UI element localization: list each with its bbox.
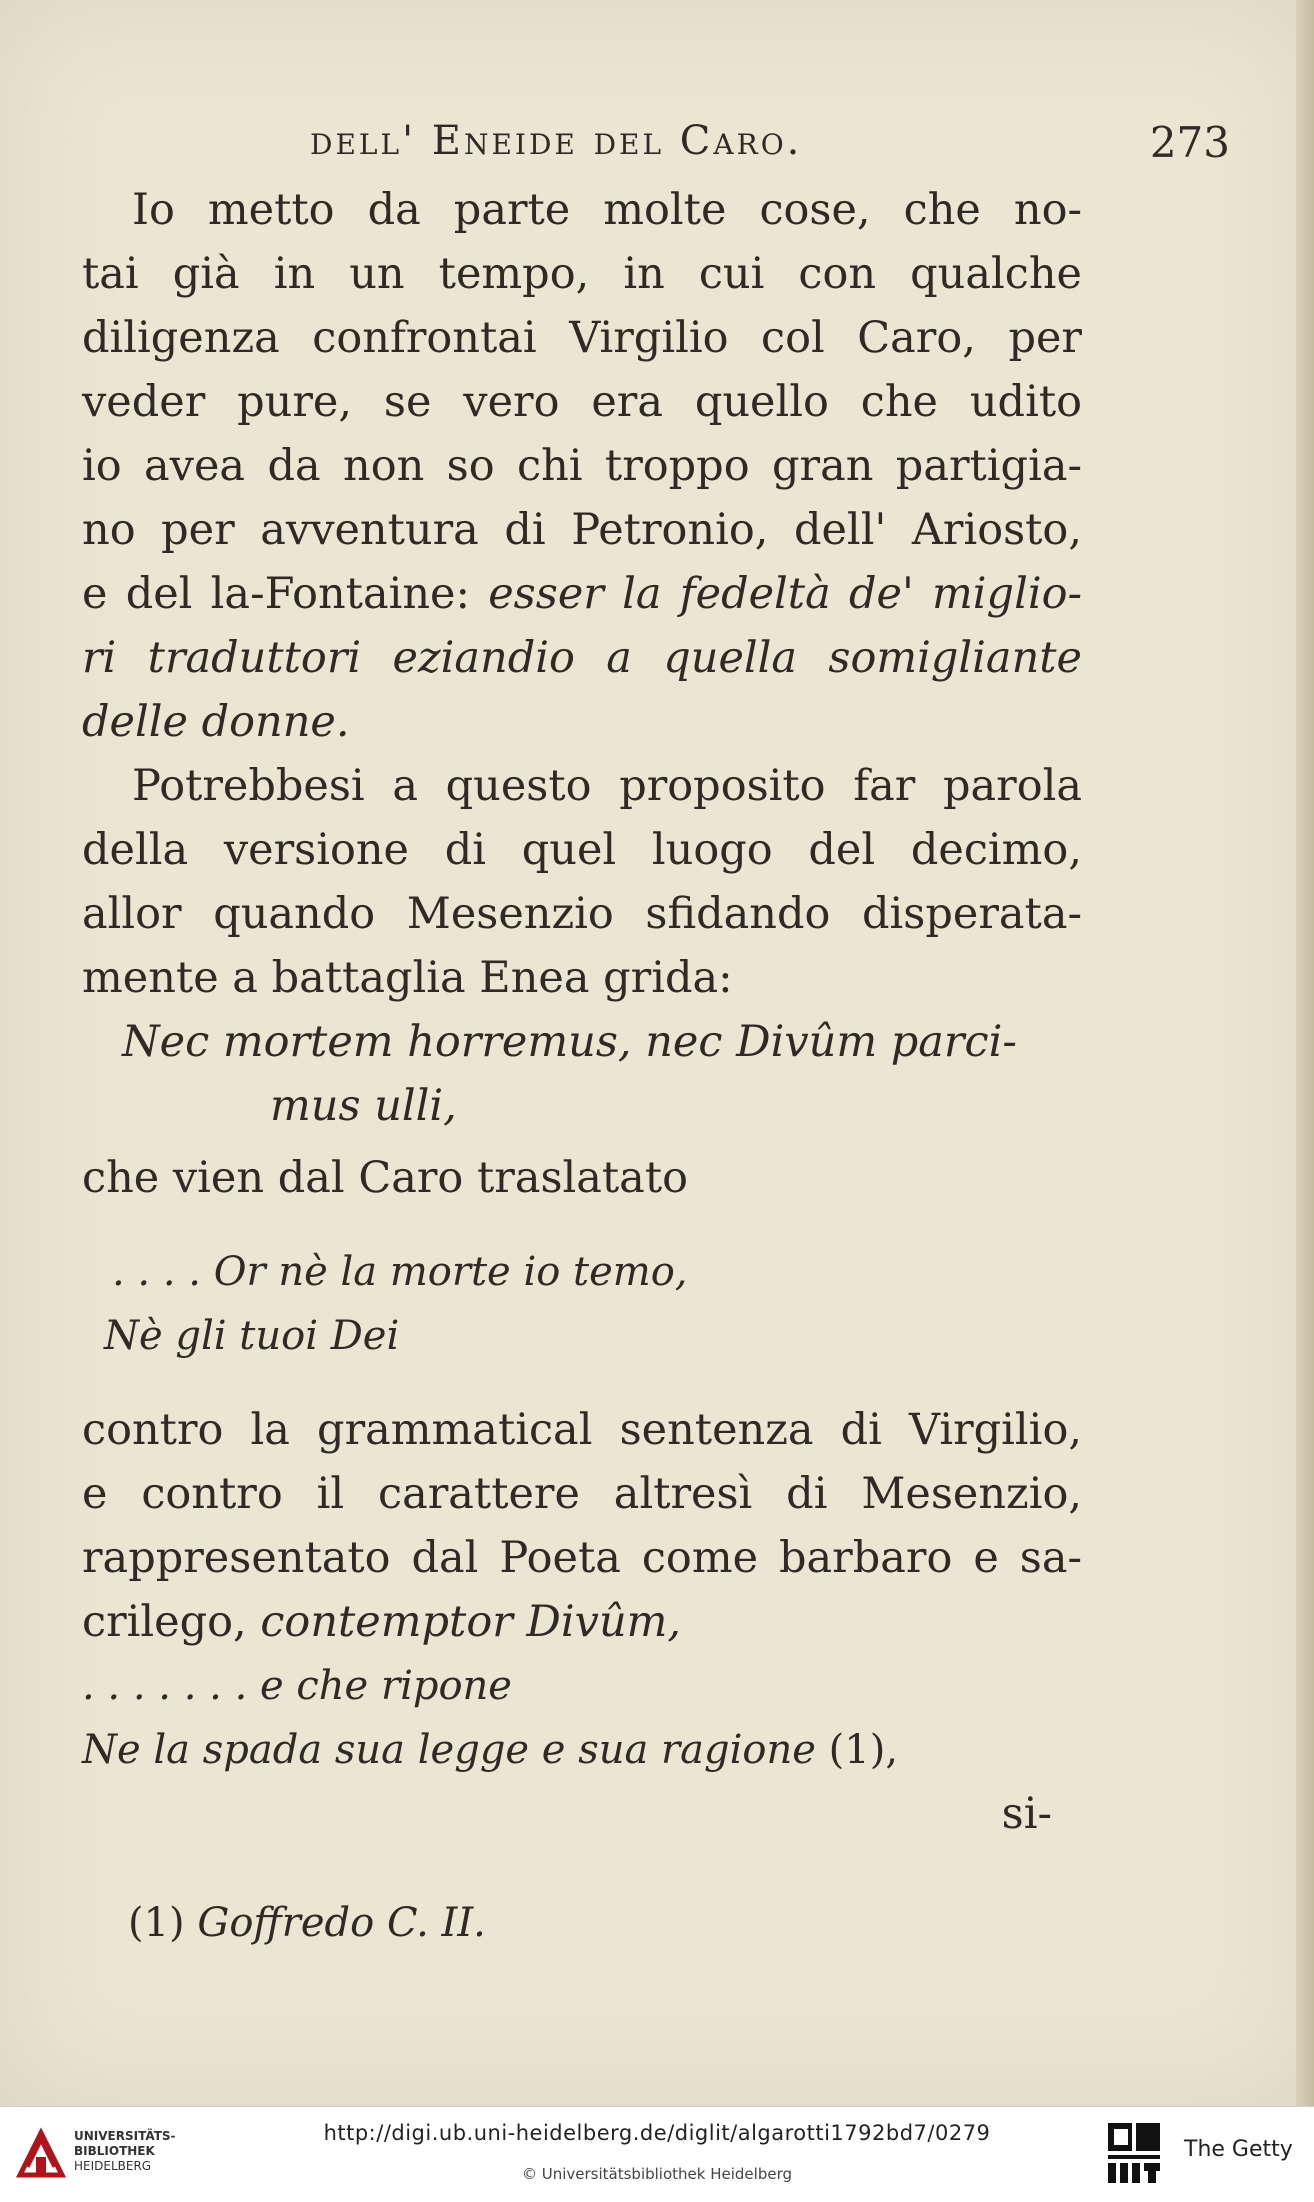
page-number: 273	[1149, 118, 1230, 167]
getty-logo-icon	[1106, 2121, 1162, 2185]
university-library-name: UNIVERSITÄTS- BIBLIOTHEK HEIDELBERG	[74, 2129, 176, 2173]
verse-line: Nè gli tuoi Dei	[104, 1313, 400, 1359]
footnote-text: Goffredo C. II.	[197, 1900, 486, 1946]
page-edge	[1296, 0, 1314, 2106]
text-italic: contemptor Divûm,	[260, 1597, 682, 1647]
verse-line	[82, 1718, 1082, 1782]
text-line: rappresentato dal Poeta come barbaro e sa-	[82, 1533, 1082, 1583]
body-text	[82, 178, 1082, 1846]
permalink-url[interactable]: http://digi.ub.uni-heidelberg.de/diglit/algarotti1792bd7/0279	[323, 2121, 991, 2145]
verse-line: . . . . . . . e che ripone	[82, 1663, 512, 1709]
footnote-mark: (1)	[128, 1900, 198, 1946]
text-line: che vien dal Caro traslatato	[82, 1153, 688, 1203]
text-line: mente a battaglia Enea grida:	[82, 953, 733, 1003]
text-line: tai già in un tempo, in cui con qualche	[82, 249, 1082, 299]
text-line: Io metto da parte molte cose, che no-	[132, 185, 1082, 235]
text-roman: e del la-Fontaine:	[82, 569, 489, 619]
text-line: ri traduttori eziandio a quella somigliante	[82, 633, 1082, 683]
text-line: no per avventura di Petronio, dell' Ariosto,	[82, 505, 1082, 555]
verse-line: Nec mortem horremus, nec Divûm parci-	[122, 1017, 1017, 1067]
verse-line: mus ulli,	[270, 1081, 457, 1131]
text-italic: esser la fedeltà de' miglio-	[488, 569, 1083, 619]
text-line: diligenza confrontai Virgilio col Caro, per	[82, 313, 1082, 363]
text-line: contro la grammatical sentenza di Virgilio,	[82, 1405, 1082, 1455]
text-line	[82, 1590, 1082, 1654]
copyright-notice: © Universitätsbibliothek Heidelberg	[521, 2165, 792, 2183]
spacer	[82, 1210, 1082, 1240]
text-line: allor quando Mesenzio sfidando disperata-	[82, 889, 1082, 939]
text-line: delle donne.	[82, 697, 350, 747]
catchword: si-	[1001, 1789, 1052, 1839]
text-line: io avea da non so chi troppo gran partigia-	[82, 441, 1082, 491]
footnote	[128, 1900, 486, 1946]
text-line	[82, 562, 1082, 626]
text-italic: Ne la spada sua legge e sua ragione	[82, 1727, 816, 1773]
text-roman: crilego,	[82, 1597, 261, 1647]
text-line: Potrebbesi a questo proposito far parola	[132, 761, 1082, 811]
viewer-footer	[0, 2106, 1314, 2202]
running-head	[80, 118, 1250, 178]
running-title: dell' Eneide del Caro.	[310, 118, 803, 164]
text-line: della versione di quel luogo del decimo,	[82, 825, 1082, 875]
footnote-reference: (1),	[815, 1727, 899, 1773]
getty-name: The Getty	[1184, 2137, 1293, 2162]
text-line: veder pure, se vero era quello che udito	[82, 377, 1082, 427]
text-line: e contro il carattere altresì di Mesenzio,	[82, 1469, 1082, 1519]
spacer	[82, 1368, 1082, 1398]
verse-line: . . . . Or nè la morte io temo,	[112, 1249, 688, 1295]
